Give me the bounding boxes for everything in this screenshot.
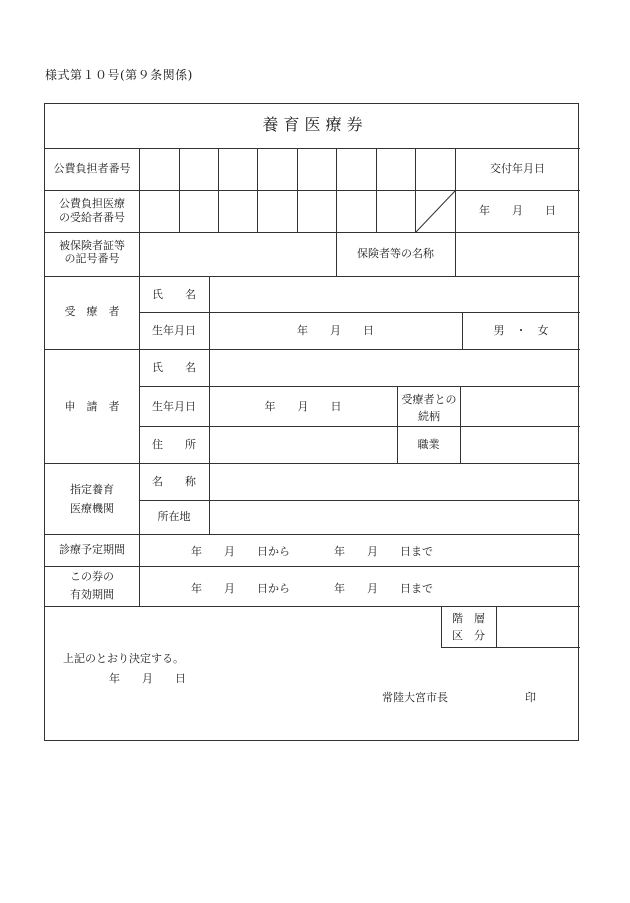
rule (45, 276, 580, 277)
patient-birth-value: 年 月 日 (297, 324, 374, 337)
patient-section-label: 受 療 者 (64, 305, 120, 318)
rule (257, 148, 258, 232)
rule (45, 606, 580, 607)
rule (460, 386, 461, 463)
applicant-birth-value: 年 月 日 (264, 400, 342, 413)
rule (45, 534, 580, 535)
rule (496, 606, 497, 647)
applicant-section-label: 申 請 者 (64, 400, 120, 413)
rule (45, 232, 580, 233)
decision-date: 年 月 日 (109, 672, 186, 685)
rule (45, 190, 580, 191)
tier-label: 階 層 区 分 (452, 612, 485, 642)
issue-date-label: 交付年月日 (490, 162, 545, 175)
applicant-name-label: 氏 名 (152, 361, 196, 374)
patient-sex: 男 ・ 女 (493, 324, 549, 337)
diagonal-slash (415, 190, 456, 233)
occupation-label: 職業 (417, 438, 440, 451)
rule (441, 647, 580, 648)
rule (376, 148, 377, 232)
rule (139, 386, 580, 387)
seal-mark: 印 (525, 691, 536, 704)
rule (45, 349, 580, 350)
insurance-symbol-label: 被保険者証等の記号番号 (59, 239, 125, 265)
relation-label: 受療者との続柄 (401, 393, 457, 423)
validity-period-label: この券の有効期間 (70, 570, 114, 601)
recipient-number-label: 公費負担医療の受給者番号 (59, 197, 125, 224)
mayor-title: 常陸大宮市長 (382, 691, 448, 704)
patient-birth-label: 生年月日 (152, 324, 196, 337)
rule (139, 426, 580, 427)
form-title: 養 育 医 療 券 (262, 115, 363, 134)
institution-location-label: 所在地 (157, 510, 191, 523)
form-number: 様式第１０号(第９条関係) (45, 68, 193, 82)
rule (179, 148, 180, 232)
rule (297, 148, 298, 232)
payer-number-label: 公費負担者番号 (53, 162, 131, 175)
issue-date-value: 年 月 日 (479, 204, 556, 217)
institution-section-label: 指定養育医療機関 (70, 483, 114, 515)
medical-voucher-form (44, 103, 579, 741)
applicant-birth-label: 生年月日 (152, 400, 196, 413)
insurer-name-label: 保険者等の名称 (357, 247, 434, 260)
decision-text: 上記のとおり決定する。 (63, 652, 184, 665)
rule (139, 500, 580, 501)
rule (45, 566, 580, 567)
rule (45, 148, 580, 149)
treatment-period-label: 診療予定期間 (59, 543, 125, 556)
rule (139, 312, 580, 313)
patient-name-label: 氏 名 (152, 288, 196, 301)
treatment-period-value: 年 月 日から 年 月 日まで (191, 545, 433, 558)
rule (218, 148, 219, 232)
rule (139, 148, 140, 234)
validity-period-value: 年 月 日から 年 月 日まで (191, 582, 433, 595)
institution-name-label: 名 称 (152, 475, 196, 488)
rule (45, 463, 580, 464)
applicant-address-label: 住 所 (152, 438, 196, 451)
